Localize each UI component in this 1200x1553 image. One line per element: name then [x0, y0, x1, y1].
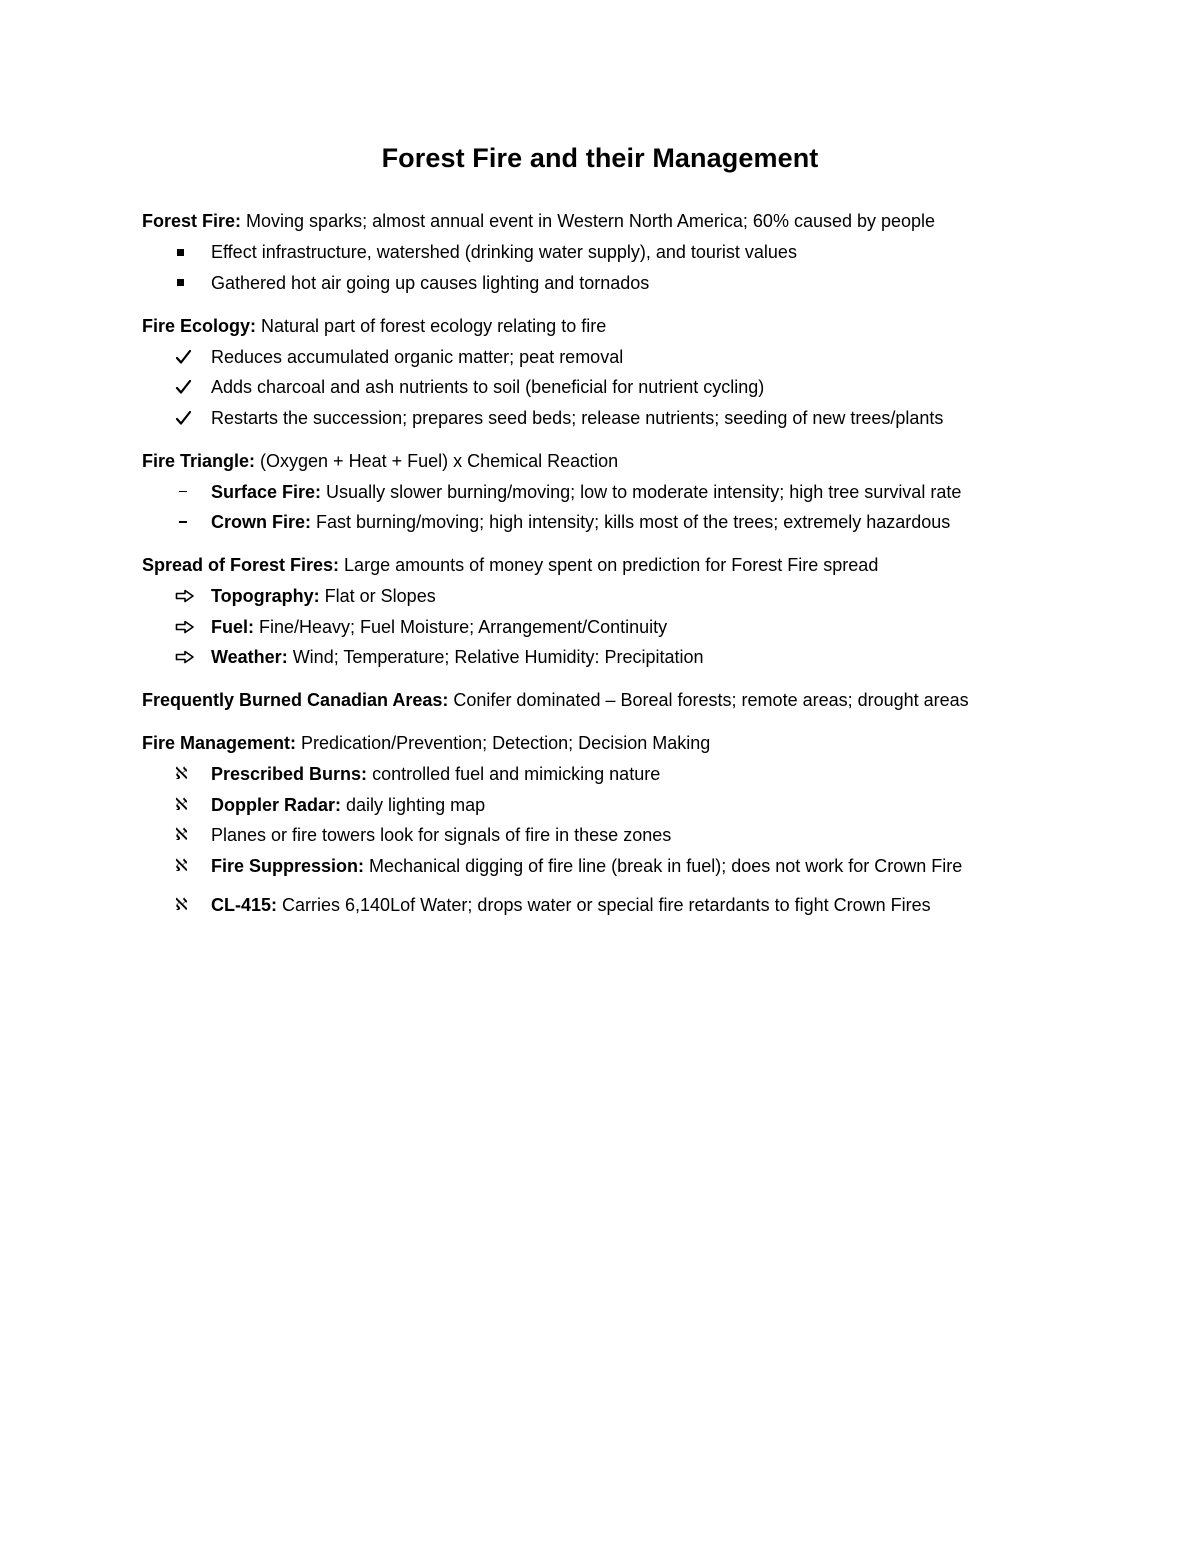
section-heading — [142, 210, 1100, 232]
list-item-text: controlled fuel and mimicking nature — [367, 764, 661, 784]
list-item — [142, 794, 1100, 816]
list-item-label: Fire Suppression: — [211, 855, 365, 876]
bullet-list — [142, 241, 1100, 294]
checkmark-icon — [175, 407, 199, 429]
list-item — [142, 585, 1100, 607]
checkmark-icon — [175, 346, 199, 368]
list-item — [142, 855, 1100, 877]
bullet-list — [142, 481, 1100, 534]
list-item-label: Fuel: — [211, 616, 254, 637]
section-heading-text: Moving sparks; almost annual event in Western North America; 60% caused by people — [241, 211, 936, 231]
section — [142, 315, 1100, 429]
section — [142, 689, 1100, 711]
list-item-label: Surface Fire: — [211, 481, 322, 502]
bullet-list — [142, 763, 1100, 916]
list-item-text: Usually slower burning/moving; low to moderate intensity; high tree survival rate — [321, 481, 962, 502]
aleph-bullet-icon: ℵ — [175, 764, 188, 783]
section-heading-label: Forest Fire: — [142, 211, 242, 231]
list-item — [142, 824, 1100, 846]
dash-bullet-icon — [175, 511, 199, 533]
list-item-label: Topography: — [211, 586, 320, 606]
list-item-label: Prescribed Burns: — [211, 764, 368, 784]
section-heading — [142, 315, 1100, 337]
dash-bullet-icon — [175, 481, 199, 503]
section — [142, 732, 1100, 916]
section-heading-label: Frequently Burned Canadian Areas: — [142, 690, 449, 710]
square-bullet-icon — [175, 241, 199, 263]
aleph-bullet-icon: ℵ — [175, 894, 188, 914]
list-item — [142, 894, 1100, 916]
section-heading-text: Conifer dominated – Boreal forests; remote areas; drought areas — [448, 690, 969, 710]
list-item-text: Planes or fire towers look for signals of fire in these zones — [211, 825, 672, 845]
list-item — [142, 646, 1100, 668]
section-heading — [142, 689, 1100, 711]
list-item-text: Fine/Heavy; Fuel Moisture; Arrangement/Continuity — [254, 616, 668, 637]
list-item-label: Crown Fire: — [211, 512, 312, 532]
section-heading-text: (Oxygen + Heat + Fuel) x Chemical Reaction — [255, 450, 619, 471]
list-item-text: Gathered hot air going up causes lighting and tornados — [211, 272, 650, 293]
section-heading-text: Predication/Prevention; Detection; Decision Making — [296, 733, 711, 753]
list-item — [142, 241, 1100, 263]
document-body — [142, 210, 1100, 916]
list-item — [142, 272, 1100, 294]
section — [142, 450, 1100, 534]
aleph-bullet-icon: ℵ — [175, 825, 188, 844]
section — [142, 210, 1100, 294]
square-bullet-icon — [175, 272, 199, 294]
section-heading — [142, 732, 1100, 754]
list-item — [142, 481, 1100, 503]
section-heading — [142, 450, 1100, 472]
section-heading — [142, 554, 1100, 576]
section-heading-label: Fire Ecology: — [142, 315, 257, 336]
list-item-text: Flat or Slopes — [319, 586, 436, 606]
list-item-text: Fast burning/moving; high intensity; kills most of the trees; extremely hazardous — [311, 512, 951, 532]
section-heading-label: Fire Management: — [142, 733, 297, 753]
section — [142, 554, 1100, 668]
list-item-label: CL-415: — [211, 894, 278, 915]
list-item-label: Doppler Radar: — [211, 794, 342, 815]
list-item — [142, 346, 1100, 368]
list-item — [142, 407, 1100, 429]
list-item-text: Carries 6,140Lof Water; drops water or special fire retardants to fight Crown Fires — [277, 894, 931, 915]
list-item-text: Wind; Temperature; Relative Humidity: Precipitation — [287, 647, 704, 667]
list-item — [142, 511, 1100, 533]
aleph-bullet-icon: ℵ — [175, 794, 188, 814]
bullet-list — [142, 346, 1100, 429]
list-item-text: Mechanical digging of fire line (break in fuel); does not work for Crown Fire — [364, 855, 963, 876]
list-item-label: Weather: — [211, 647, 288, 667]
section-heading-text: Natural part of forest ecology relating to fire — [256, 315, 607, 336]
list-item — [142, 616, 1100, 638]
bullet-list — [142, 585, 1100, 668]
list-item — [142, 763, 1100, 785]
list-item-text: Effect infrastructure, watershed (drinking water supply), and tourist values — [211, 242, 797, 262]
right-arrow-icon — [175, 585, 199, 607]
right-arrow-icon — [175, 616, 199, 638]
checkmark-icon — [175, 376, 199, 398]
section-heading-label: Fire Triangle: — [142, 450, 256, 471]
section-heading-text: Large amounts of money spent on prediction for Forest Fire spread — [339, 555, 879, 575]
section-heading-label: Spread of Forest Fires: — [142, 555, 340, 575]
right-arrow-icon — [175, 646, 199, 668]
aleph-bullet-icon: ℵ — [175, 855, 188, 875]
list-item — [142, 376, 1100, 398]
list-item-text: daily lighting map — [341, 794, 486, 815]
list-item-text: Adds charcoal and ash nutrients to soil (beneficial for nutrient cycling) — [211, 377, 765, 397]
list-item-text: Restarts the succession; prepares seed beds; release nutrients; seeding of new trees/plants — [211, 407, 944, 428]
list-item-text: Reduces accumulated organic matter; peat removal — [211, 346, 624, 367]
document-title: Forest Fire and their Management — [381, 143, 819, 173]
